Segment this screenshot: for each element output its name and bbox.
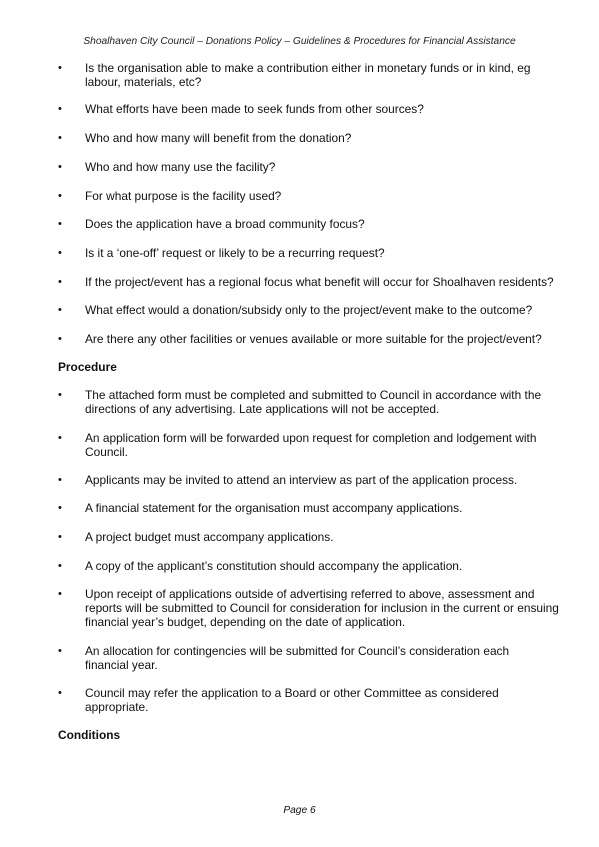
bullet-icon: • [58,218,62,230]
page-number: Page 6 [283,805,316,816]
bullet-icon: • [58,190,62,202]
list-item-text: Are there any other facilities or venues available or more suitable for the project/event? [85,332,542,346]
bullet-icon: • [58,474,62,486]
bullet-icon: • [58,304,62,316]
conditions-heading: Conditions [58,728,121,742]
bullet-icon: • [58,161,62,173]
list-item-text: The attached form must be completed and submitted to Council in accordance with the directions of any advertising. Late applications will not be accepted. [85,388,542,416]
bullet-icon: • [58,247,62,259]
bullet-icon: • [58,645,62,657]
bullet-icon: • [58,333,62,345]
list-item-text: A financial statement for the organisation must accompany applications. [85,501,463,515]
list-item-text: Who and how many will benefit from the donation? [85,131,352,145]
list-item-text: Who and how many use the facility? [85,160,276,174]
list-item-text: Does the application have a broad community focus? [85,217,365,231]
bullet-icon: • [58,432,62,444]
page-header: Shoalhaven City Council – Donations Policy – Guidelines & Procedures for Financial Assistance [83,36,516,47]
list-item-text: An application form will be forwarded upon request for completion and lodgement with Council. [85,431,537,459]
procedure-heading: Procedure [58,360,117,374]
list-item-text: If the project/event has a regional focus what benefit will occur for Shoalhaven residents? [85,275,554,289]
list-item-text: An allocation for contingencies will be submitted for Council’s consideration each financial year. [85,644,510,672]
bullet-icon: • [58,531,62,543]
bullet-icon: • [58,502,62,514]
list-item-text: Applicants may be invited to attend an interview as part of the application process. [85,473,518,487]
bullet-icon: • [58,560,62,572]
list-item-text: For what purpose is the facility used? [85,189,282,203]
list-item-text: Is it a ‘one-off’ request or likely to be a recurring request? [85,246,385,260]
list-item-text: Council may refer the application to a Board or other Committee as considered appropriate. [85,686,499,714]
bullet-icon: • [58,588,62,600]
list-item-text: Is the organisation able to make a contribution either in monetary funds or in kind, eg labour, materials, etc? [85,61,531,89]
list-item-text: What efforts have been made to seek funds from other sources? [85,102,424,116]
list-item-text: Upon receipt of applications outside of advertising referred to above, assessment and reports will be submitted to Council for consideration for inclusion in the current or ensuing financial year’s budget, depending on the date of application. [85,587,559,629]
bullet-icon: • [58,276,62,288]
list-item-text: A copy of the applicant’s constitution should accompany the application. [85,559,463,573]
bullet-icon: • [58,62,62,74]
bullet-icon: • [58,103,62,115]
bullet-icon: • [58,389,62,401]
list-item-text: A project budget must accompany applications. [85,530,334,544]
bullet-icon: • [58,687,62,699]
bullet-icon: • [58,132,62,144]
list-item-text: What effect would a donation/subsidy only to the project/event make to the outcome? [85,303,533,317]
